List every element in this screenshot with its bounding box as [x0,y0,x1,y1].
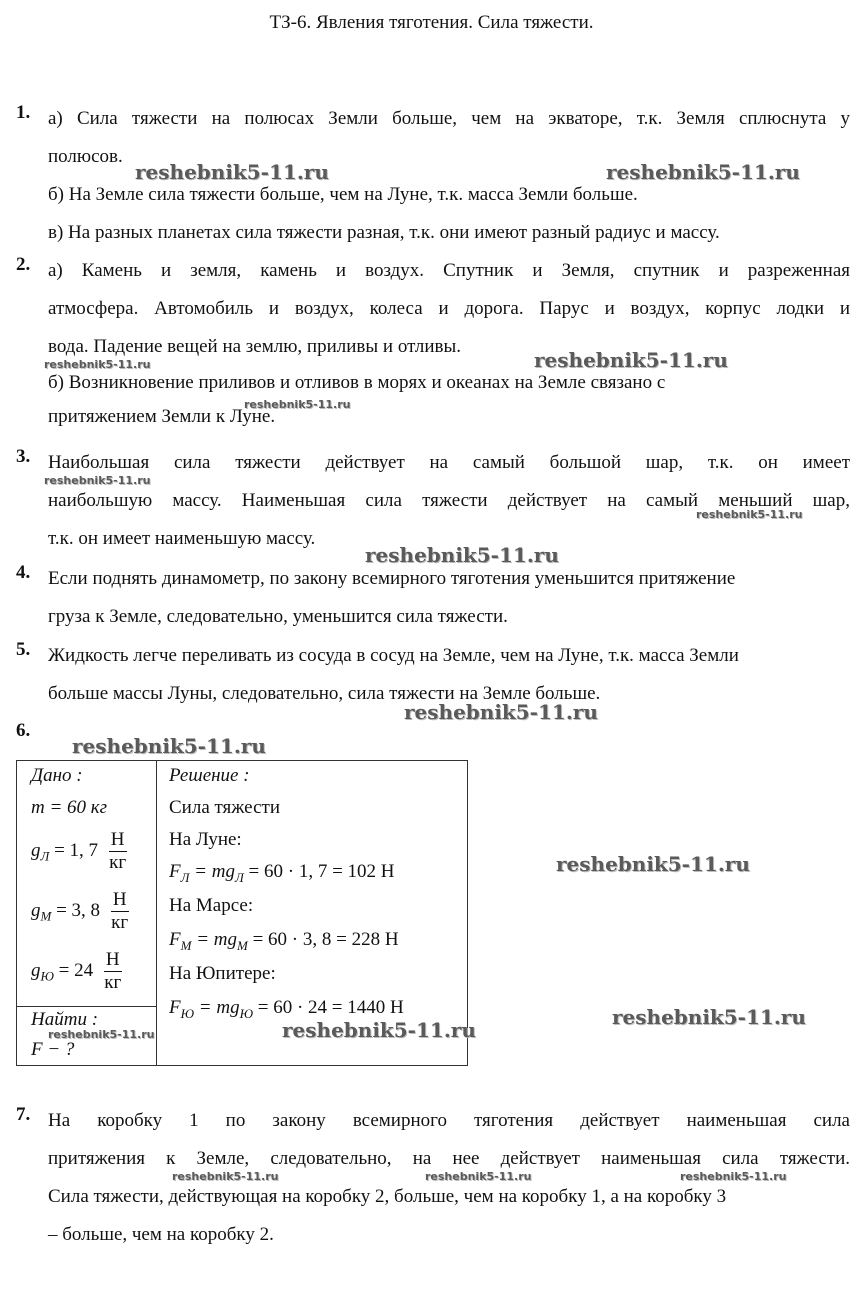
given-label: Дано : [31,765,83,786]
text-line: б) На Земле сила тяжести больше, чем на Луне, т.к. масса Земли больше. [48,184,638,205]
watermark: reshebnik5-11.ru [44,474,151,487]
text-line: а) Камень и земля, камень и воздух. Спутник и Земля, спутник и разреженная [48,260,850,281]
solution-label: Решение : [169,765,250,786]
text-line: вода. Падение вещей на землю, приливы и отливы. [48,336,462,357]
given-mass: m = 60 кг [31,797,108,818]
text-line: груза к Земле, следовательно, уменьшится сила тяжести. [48,606,508,627]
text-line: атмосфера. Автомобиль и воздух, колеса и дорога. Парус и воздух, корпус лодки и [48,298,850,319]
watermark: reshebnik5-11.ru [244,398,351,411]
solution-line: На Марсе: [169,895,254,916]
find-label: Найти : [31,1009,99,1030]
watermark: reshebnik5-11.ru [72,734,266,758]
watermark: reshebnik5-11.ru [135,160,329,184]
item-number: 7. [16,1104,31,1125]
watermark: reshebnik5-11.ru [606,160,800,184]
watermark: reshebnik5-11.ru [404,700,598,724]
text-line: полюсов. [48,146,123,167]
watermark: reshebnik5-11.ru [44,358,151,371]
watermark: reshebnik5-11.ru [612,1005,806,1029]
text-line: Жидкость легче переливать из сосуда в сосуд на Земле, чем на Луне, т.к. масса Земли [48,645,739,666]
item-number: 6. [16,720,31,741]
solution-line: На Луне: [169,829,242,850]
given-g-jupiter: $g_Ю = 24$ $\frac{Н}{кг}$ [31,949,122,993]
answer-2 [16,252,850,434]
given-g-moon: $g_Л = 1$, 7 $\frac{Н}{кг}$ [31,829,127,873]
watermark: reshebnik5-11.ru [425,1170,532,1183]
watermark: reshebnik5-11.ru [172,1170,279,1183]
solution-line: На Юпитере: [169,963,276,984]
text-line: притяжения к Земле, следовательно, на нее действует наименьшая сила тяжести. [48,1148,850,1169]
item-number: 4. [16,562,31,583]
item-number: 3. [16,446,31,467]
watermark: reshebnik5-11.ru [365,543,559,567]
text-line: Сила тяжести, действующая на коробку 2, больше, чем на коробку 1, а на коробку 3 [48,1186,727,1207]
item-number: 5. [16,639,31,660]
watermark: reshebnik5-11.ru [696,508,803,521]
text-line: б) Возникновение приливов и отливов в морях и океанах на Земле связано с [48,372,666,393]
text-line: Наибольшая сила тяжести действует на самый большой шар, т.к. он имеет [48,452,850,473]
solution-line: Сила тяжести [169,797,280,818]
formula-mars: $F_М = mg_М = 60 \cdot 3$, 8 = 228 Н [169,929,399,953]
answer-4 [16,560,850,636]
text-line: – больше, чем на коробку 2. [48,1224,274,1245]
text-line: наибольшую массу. Наименьшая сила тяжести действует на самый меньший шар, [48,490,850,511]
text-line: т.к. он имеет наименьшую массу. [48,528,316,549]
page-title: ТЗ-6. Явления тяготения. Сила тяжести. [269,12,594,33]
table-divider [17,1006,156,1007]
find-value: F − ? [31,1039,75,1060]
text-line: На коробку 1 по закону всемирного тяготения действует наименьшая сила [48,1110,850,1131]
text-line: Если поднять динамометр, по закону всемирного тяготения уменьшится притяжение [48,568,736,589]
watermark: reshebnik5-11.ru [680,1170,787,1183]
answer-3 [16,444,850,558]
watermark: reshebnik5-11.ru [48,1028,155,1041]
watermark: reshebnik5-11.ru [534,348,728,372]
text-line: больше массы Луны, следовательно, сила тяжести на Земле больше. [48,683,601,704]
text-line: притяжением Земли к Луне. [48,406,276,427]
watermark: reshebnik5-11.ru [282,1018,476,1042]
item-number: 1. [16,102,31,123]
formula-jupiter: $F_Ю = mg_Ю = 60 \cdot 24 = 1440$ Н [169,997,404,1021]
text-line: в) На разных планетах сила тяжести разная, т.к. они имеют разный радиус и массу. [48,222,720,243]
text-line: а) Сила тяжести на полюсах Земли больше, чем на экваторе, т.к. Земля сплюснута у [48,108,850,129]
formula-moon: $F_Л = mg_Л = 60 \cdot 1$, 7 = 102 Н [169,861,395,885]
given-g-mars: $g_М = 3$, 8 $\frac{Н}{кг}$ [31,889,129,933]
table-divider [156,761,157,1065]
watermark: reshebnik5-11.ru [556,852,750,876]
item-number: 2. [16,254,31,275]
